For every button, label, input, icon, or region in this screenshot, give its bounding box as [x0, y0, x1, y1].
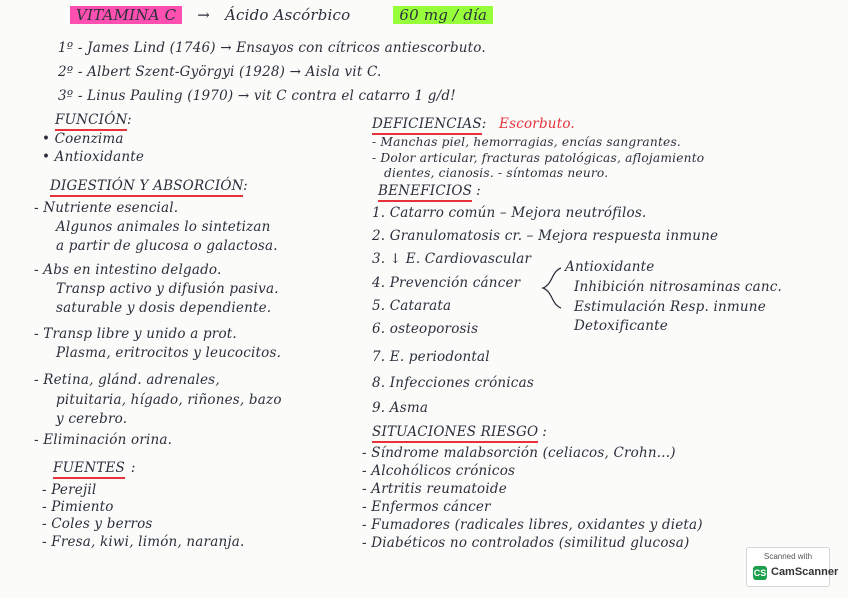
- history-line-3: 3º - Linus Pauling (1970) → vit C contra el catarro 1 g/d!: [58, 88, 456, 104]
- brace-icon: [541, 266, 563, 310]
- deficiencias-line: - Manchas piel, hemorragias, encías sangrantes.: [372, 135, 681, 149]
- digestion-line: Transp activo y difusión pasiva.: [56, 281, 279, 297]
- deficiencias-line: - Dolor articular, fracturas patológicas, aflojamiento: [372, 151, 705, 165]
- fuentes-item: - Pimiento: [42, 499, 114, 515]
- deficiencias-line: dientes, cianosis. - síntomas neuro.: [384, 166, 609, 180]
- fuentes-item: - Fresa, kiwi, limón, naranja.: [42, 534, 245, 550]
- digestion-line: pituitaria, hígado, riñones, bazo: [56, 392, 282, 408]
- cancer-note: Detoxificante: [574, 318, 668, 334]
- digestion-line: - Eliminación orina.: [34, 432, 173, 448]
- digestion-line: - Nutriente esencial.: [34, 200, 179, 216]
- cancer-note: Antioxidante: [565, 259, 655, 275]
- camscanner-badge: [746, 547, 839, 587]
- riesgo-item: - Diabéticos no controlados (similitud glucosa): [362, 535, 690, 551]
- beneficio-item: 1. Catarro común – Mejora neutrófilos.: [372, 205, 647, 221]
- riesgo-item: - Enfermos cáncer: [362, 499, 491, 515]
- beneficio-item: 5. Catarata: [372, 298, 452, 314]
- digestion-line: Plasma, eritrocitos y leucocitos.: [56, 345, 282, 361]
- digestion-line: a partir de glucosa o galactosa.: [56, 238, 278, 254]
- beneficio-item: 7. E. periodontal: [372, 349, 490, 365]
- beneficios-heading: BENEFICIOS :: [378, 183, 481, 199]
- digestion-heading: DIGESTIÓN Y ABSORCIÓN:: [50, 178, 248, 194]
- beneficio-item: 8. Infecciones crónicas: [372, 375, 534, 391]
- digestion-line: saturable y dosis dependiente.: [56, 300, 272, 316]
- funcion-item: • Coenzima: [42, 131, 124, 147]
- digestion-line: y cerebro.: [56, 411, 128, 427]
- camscanner-brand: CamScanner: [771, 566, 839, 578]
- digestion-line: - Abs en intestino delgado.: [34, 262, 222, 278]
- escorbuto-label: Escorbuto.: [499, 116, 575, 132]
- daily-dose: 60 mg / día: [393, 6, 493, 24]
- camscanner-logo-icon: CS: [753, 568, 767, 578]
- scanned-with-label: Scanned with: [763, 552, 813, 561]
- cancer-note: Estimulación Resp. inmune: [574, 299, 766, 315]
- vitamin-chemical-name: Ácido Ascórbico: [224, 6, 351, 24]
- fuentes-item: - Coles y berros: [42, 516, 153, 532]
- beneficio-item: 4. Prevención cáncer: [372, 275, 521, 291]
- fuentes-heading: FUENTES :: [53, 460, 136, 476]
- beneficio-item: 2. Granulomatosis cr. – Mejora respuesta inmune: [372, 228, 719, 244]
- beneficio-item: 9. Asma: [372, 400, 429, 416]
- beneficio-item: 6. osteoporosis: [372, 321, 479, 337]
- history-line-2: 2º - Albert Szent-Györgyi (1928) → Aisla vit C.: [58, 64, 382, 80]
- deficiencias-heading: DEFICIENCIAS: Escorbuto.: [372, 116, 575, 132]
- funcion-heading: FUNCIÓN:: [55, 112, 132, 128]
- beneficio-item: 3. ↓ E. Cardiovascular: [372, 251, 532, 267]
- fuentes-item: - Perejil: [42, 482, 97, 498]
- digestion-line: Algunos animales lo sintetizan: [56, 219, 271, 235]
- digestion-line: - Retina, glánd. adrenales,: [34, 372, 220, 388]
- title-arrow: →: [197, 6, 211, 24]
- title-row: [70, 6, 493, 24]
- history-line-1: 1º - James Lind (1746) → Ensayos con cítricos antiescorbuto.: [58, 40, 486, 56]
- vitamin-title: VITAMINA C: [70, 6, 182, 24]
- riesgo-heading: SITUACIONES RIESGO :: [372, 424, 547, 440]
- riesgo-item: - Artritis reumatoide: [362, 481, 507, 497]
- cancer-note: Inhibición nitrosaminas canc.: [574, 279, 783, 295]
- riesgo-item: - Fumadores (radicales libres, oxidantes y dieta): [362, 517, 703, 533]
- digestion-line: - Transp libre y unido a prot.: [34, 326, 237, 342]
- riesgo-item: - Síndrome malabsorción (celiacos, Crohn...): [362, 445, 676, 461]
- funcion-item: • Antioxidante: [42, 149, 145, 165]
- riesgo-item: - Alcohólicos crónicos: [362, 463, 516, 479]
